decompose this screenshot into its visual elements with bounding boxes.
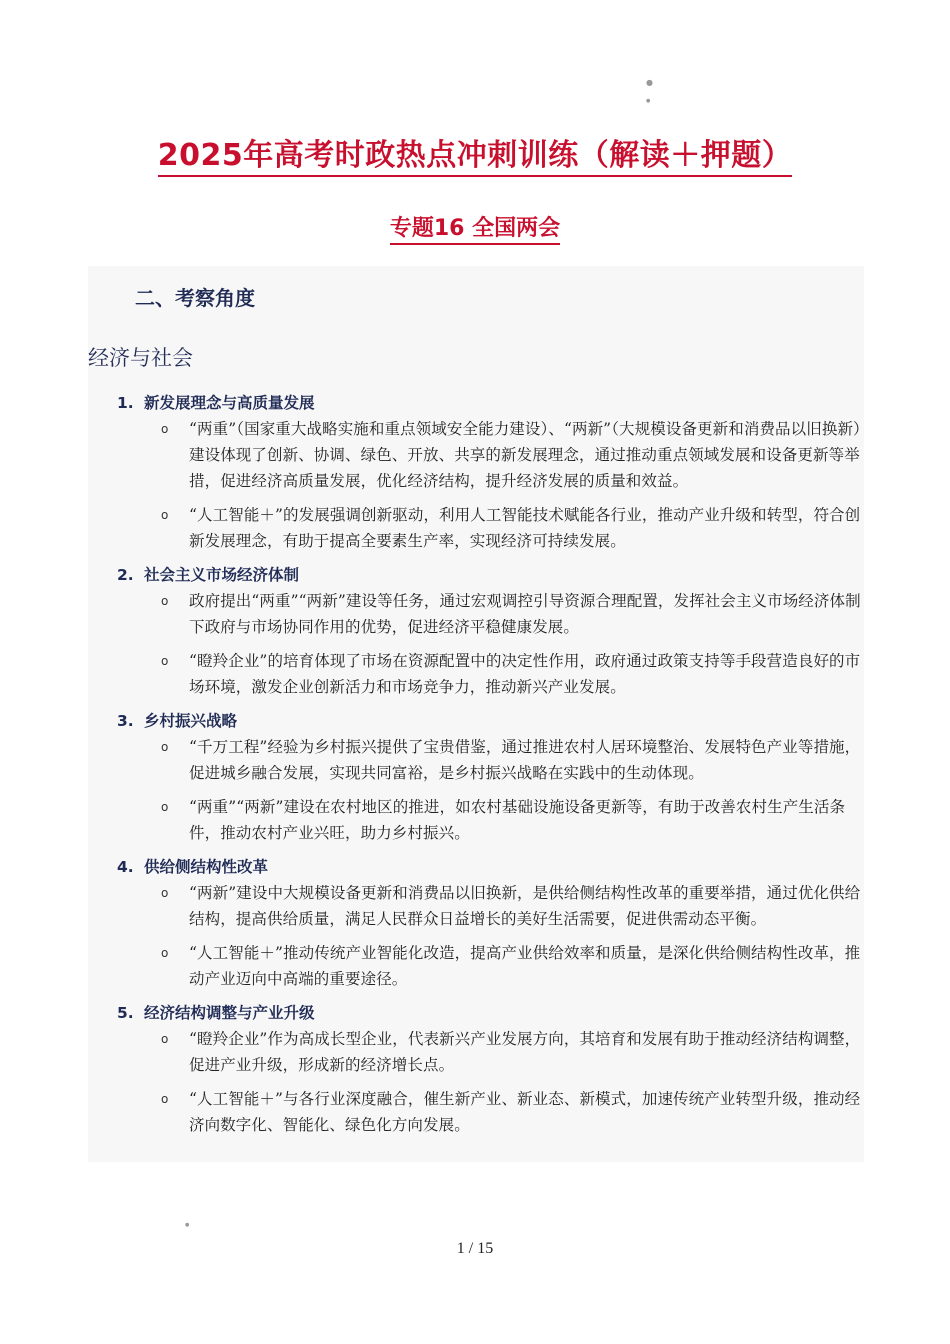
bullet-item bbox=[117, 416, 867, 494]
bullet-text: “人工智能＋”与各行业深度融合，催生新产业、新业态、新模式，加速传统产业转型升级，推动经济向数字化、智能化、绿色化方向发展。 bbox=[189, 1090, 861, 1134]
decorative-dot: ● bbox=[646, 98, 651, 104]
item-title-text: 经济结构调整与产业升级 bbox=[144, 1004, 315, 1022]
bullet-item bbox=[117, 1086, 867, 1138]
bullet-text: “两重”“两新”建设在农村地区的推进，如农村基础设施设备更新等，有助于改善农村生产生活条件，推动农村产业兴旺，助力乡村振兴。 bbox=[189, 798, 846, 842]
bullet-item bbox=[117, 940, 867, 992]
bullet-marker-icon: o bbox=[161, 1092, 169, 1106]
page-title-text: 2025年高考时政热点冲刺训练（解读＋押题） bbox=[158, 138, 793, 177]
bullet-text: 政府提出“两重”“两新”建设等任务，通过宏观调控引导资源合理配置，发挥社会主义市场经济体制下政府与市场协同作用的优势，促进经济平稳健康发展。 bbox=[189, 592, 861, 636]
item-title-text: 乡村振兴战略 bbox=[144, 712, 238, 730]
item-title bbox=[117, 854, 867, 880]
bullet-marker-icon: o bbox=[161, 508, 169, 522]
decorative-dot: ● bbox=[646, 78, 653, 87]
item-title bbox=[117, 708, 867, 734]
bullet-text: “人工智能＋”的发展强调创新驱动，利用人工智能技术赋能各行业，推动产业升级和转型，符合创新发展理念，有助于提高全要素生产率，实现经济可持续发展。 bbox=[189, 506, 861, 550]
item-title-text: 新发展理念与高质量发展 bbox=[144, 394, 315, 412]
item-number: 3. bbox=[117, 712, 134, 730]
item-number: 5. bbox=[117, 1004, 134, 1022]
item-title bbox=[117, 562, 867, 588]
bullet-item bbox=[117, 588, 867, 640]
page-title bbox=[0, 130, 950, 174]
bullet-item bbox=[117, 648, 867, 700]
bullet-marker-icon: o bbox=[161, 886, 169, 900]
item-title-text: 供给侧结构性改革 bbox=[144, 858, 269, 876]
bullet-text: “瞪羚企业”的培育体现了市场在资源配置中的决定性作用，政府通过政策支持等手段营造良好的市场环境，激发企业创新活力和市场竞争力，推动新兴产业发展。 bbox=[189, 652, 861, 696]
page-subtitle bbox=[0, 211, 950, 242]
item-title bbox=[117, 390, 867, 416]
item-title-text: 社会主义市场经济体制 bbox=[144, 566, 300, 584]
bullet-text: “两重”（国家重大战略实施和重点领域安全能力建设）、“两新”（大规模设备更新和消费品以旧换新）建设体现了创新、协调、绿色、开放、共享的新发展理念，通过推动重点领域发展和设备更新等举措，促进经济高质量发展，优化经济结构，提升经济发展的质量和效益。 bbox=[189, 420, 869, 490]
bullet-item bbox=[117, 880, 867, 932]
bullet-marker-icon: o bbox=[161, 800, 169, 814]
bullet-text: “千万工程”经验为乡村振兴提供了宝贵借鉴，通过推进农村人居环境整治、发展特色产业等措施，促进城乡融合发展，实现共同富裕，是乡村振兴战略在实践中的生动体现。 bbox=[189, 738, 861, 782]
topic-heading: 经济与社会 bbox=[88, 346, 193, 370]
bullet-marker-icon: o bbox=[161, 422, 169, 436]
page-subtitle-text: 专题16 全国两会 bbox=[390, 216, 560, 245]
bullet-item bbox=[117, 794, 867, 846]
bullet-marker-icon: o bbox=[161, 1032, 169, 1046]
bullet-marker-icon: o bbox=[161, 946, 169, 960]
item-number: 4. bbox=[117, 858, 134, 876]
page-number: 1 / 15 bbox=[456, 1240, 494, 1257]
bullet-item bbox=[117, 502, 867, 554]
bullet-text: “两新”建设中大规模设备更新和消费品以旧换新，是供给侧结构性改革的重要举措，通过优化供给结构，提高供给质量，满足人民群众日益增长的美好生活需要，促进供需动态平衡。 bbox=[189, 884, 861, 928]
decorative-dot: ● bbox=[185, 1222, 190, 1228]
item-list bbox=[117, 390, 867, 1146]
bullet-item bbox=[117, 734, 867, 786]
section-heading: 二、考察角度 bbox=[135, 286, 255, 310]
item-title bbox=[117, 1000, 867, 1026]
bullet-text: “人工智能＋”推动传统产业智能化改造，提高产业供给效率和质量，是深化供给侧结构性改革，推动产业迈向中高端的重要途径。 bbox=[189, 944, 861, 988]
bullet-text: “瞪羚企业”作为高成长型企业，代表新兴产业发展方向，其培育和发展有助于推动经济结构调整，促进产业升级，形成新的经济增长点。 bbox=[189, 1030, 861, 1074]
bullet-marker-icon: o bbox=[161, 740, 169, 754]
bullet-marker-icon: o bbox=[161, 654, 169, 668]
item-number: 1. bbox=[117, 394, 134, 412]
bullet-item bbox=[117, 1026, 867, 1078]
bullet-marker-icon: o bbox=[161, 594, 169, 608]
item-number: 2. bbox=[117, 566, 134, 584]
